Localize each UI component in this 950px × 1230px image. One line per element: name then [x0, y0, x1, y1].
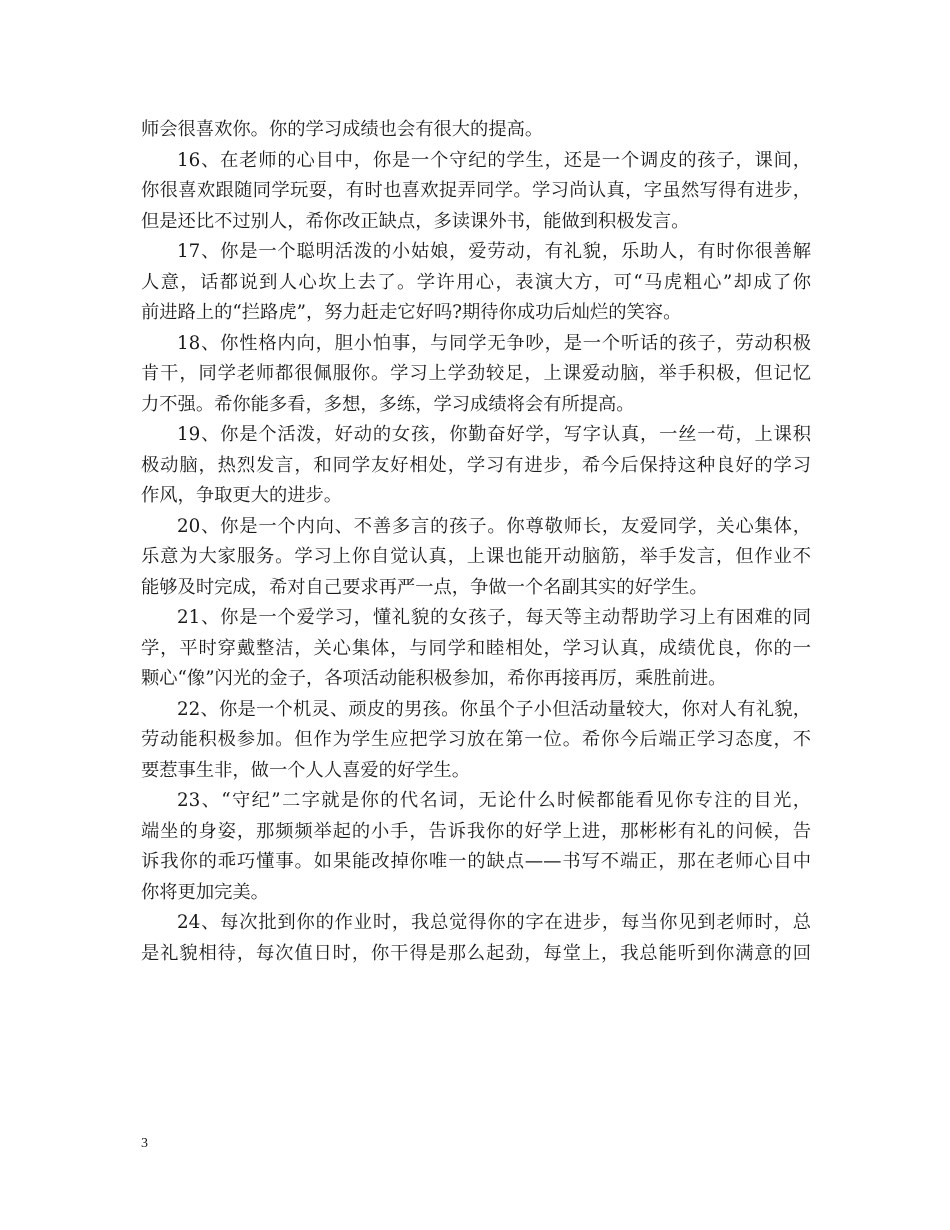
- page-number: 3: [141, 1136, 148, 1151]
- text-line: 乐意为大家服务。学习上你自觉认真，上课也能开动脑筋，举手发言，但作业不: [141, 546, 811, 567]
- text-line: 你将更加完美。: [141, 881, 269, 903]
- text-line: 劳动能积极参加。但作为学生应把学习放在第一位。希你今后端正学习态度，不: [141, 729, 811, 750]
- page-body-text: [141, 115, 811, 969]
- text-line: 前进路上的“拦路虎”，努力赶走它好吗?期待你成功后灿烂的笑容。: [141, 302, 682, 323]
- text-line: 但是还比不过别人，希你改正缺点，多读课外书，能做到积极发言。: [141, 210, 690, 232]
- text-line: 诉我你的乖巧懂事。如果能改掉你唯一的缺点——书写不端正，那在老师心目中: [141, 851, 811, 872]
- text-line: 师会很喜欢你。你的学习成绩也会有很大的提高。: [141, 119, 544, 140]
- text-line: 18、你性格内向，胆小怕事，与同学无争吵，是一个听话的孩子，劳动积极: [177, 332, 811, 354]
- text-line: 肯干，同学老师都很佩服你。学习上学劲较足，上课爱动脑，举手积极，但记忆: [141, 363, 811, 384]
- text-line: 23、“守纪”二字就是你的代名词，无论什么时候都能看见你专注的目光，: [177, 790, 811, 811]
- text-line: 要惹事生非，做一个人人喜爱的好学生。: [141, 759, 471, 781]
- text-line: 作风，争取更大的进步。: [141, 485, 343, 506]
- text-line: 22、你是一个机灵、顽皮的男孩。你虽个子小但活动量较大，你对人有礼貌，: [177, 698, 811, 720]
- text-line: 能够及时完成，希对自己要求再严一点，争做一个名副其实的好学生。: [141, 576, 708, 598]
- text-line: 24、每次批到你的作业时，我总觉得你的字在进步，每当你见到老师时，总: [177, 912, 811, 933]
- text-line: 19、你是个活泼，好动的女孩，你勤奋好学，写字认真，一丝一苟，上课积: [177, 424, 811, 445]
- text-line: 21、你是一个爱学习，懂礼貌的女孩子，每天等主动帮助学习上有困难的同: [177, 607, 811, 628]
- text-line: 人意，话都说到人心坎上去了。学许用心，表演大方，可“马虎粗心”却成了你: [141, 271, 811, 293]
- text-line: 20、你是一个内向、不善多言的孩子。你尊敬师长，友爱同学，关心集体，: [177, 515, 811, 537]
- text-line: 学，平时穿戴整洁，关心集体，与同学和睦相处，学习认真，成绩优良，你的一: [141, 637, 811, 659]
- text-line: 极动脑，热烈发言，和同学友好相处，学习有进步，希今后保持这种良好的学习: [141, 454, 811, 476]
- text-line: 端坐的身姿，那频频举起的小手，告诉我你的好学上进，那彬彬有礼的问候，告: [141, 820, 811, 842]
- text-line: 16、在老师的心目中，你是一个守纪的学生，还是一个调皮的孩子，课间，: [177, 149, 811, 171]
- text-line: 是礼貌相待，每次值日时，你干得是那么起劲，每堂上，我总能听到你满意的回: [141, 942, 811, 964]
- text-line: 你很喜欢跟随同学玩耍，有时也喜欢捉弄同学。学习尚认真，字虽然写得有进步，: [141, 180, 811, 201]
- text-line: 力不强。希你能多看，多想，多练，学习成绩将会有所提高。: [141, 393, 635, 415]
- text-line: 颗心“像”闪光的金子，各项活动能积极参加，希你再接再厉，乘胜前进。: [141, 668, 727, 689]
- text-line: 17、你是一个聪明活泼的小姑娘，爱劳动，有礼貌，乐助人，有时你很善解: [177, 241, 811, 262]
